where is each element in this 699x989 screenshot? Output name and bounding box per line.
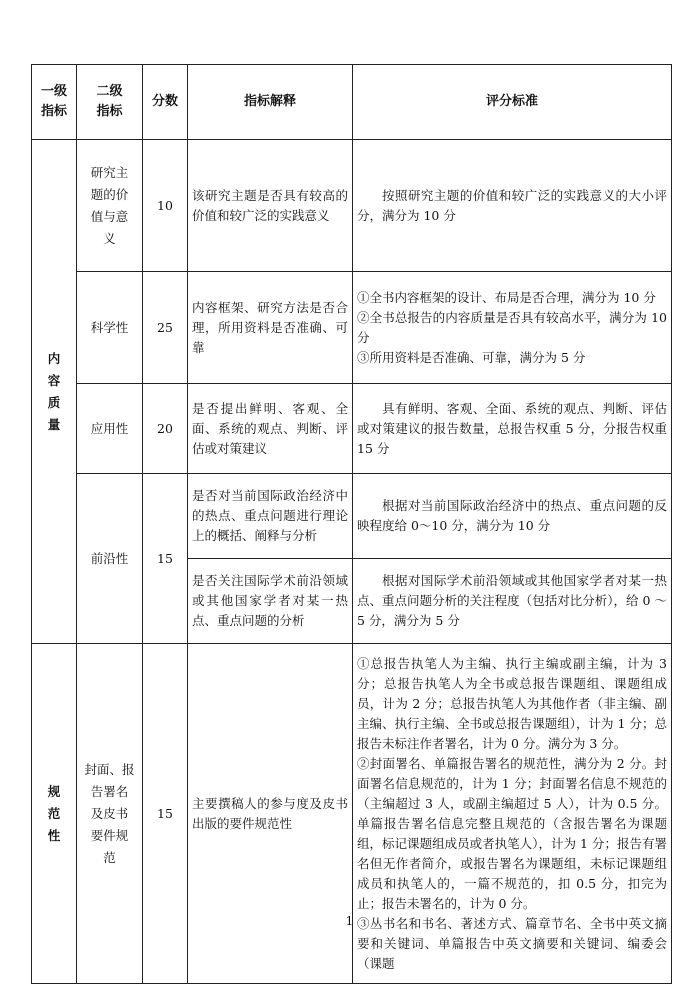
score-cell: 25 bbox=[143, 272, 188, 384]
criteria-item: 根据对当前国际政治经济中的热点、重点问题的反映程度给 0～10 分，满分为 10 分 bbox=[357, 498, 667, 533]
criteria-item: ①全书内容框架的设计、布局是否合理，满分为 10 分 bbox=[357, 289, 656, 305]
table-row bbox=[32, 384, 672, 474]
criteria-cell bbox=[353, 559, 672, 644]
criteria-item: ②封面署名、单篇报告署名的规范性，满分为 2 分。封面署名信息规范的，计为 1 分；封面署名信息不规范的（主编超过 3 人，或副主编超过 5 人），计为 0.5 分。单篇报告署名信息完整且规范的（含报告署名为课题组，标记课题组成员或者执笔人），计为 1 分；报告有署名但无作者简介，或报告署名为课题组，未标记课题组成员和执笔人的，一篇不规范的，扣 0.5 分，扣完为止；报告未署名的，计为 0 分。 bbox=[357, 755, 667, 911]
header-level2: 二级 指标 bbox=[77, 65, 143, 140]
explanation-cell: 是否关注国际学术前沿领域或其他国家学者对某一热点、重点问题的分析 bbox=[188, 559, 353, 644]
criteria-item: ②全书总报告的内容质量是否具有较高水平，满分为 10 分 bbox=[357, 309, 667, 345]
explanation-cell: 主要撰稿人的参与度及皮书出版的要件规范性 bbox=[188, 644, 353, 984]
criteria-cell bbox=[353, 644, 672, 984]
criteria-item: 按照研究主题的价值和较广泛的实践意义的大小评分，满分为 10 分 bbox=[357, 187, 667, 223]
score-cell: 15 bbox=[143, 644, 188, 984]
header-level1: 一级 指标 bbox=[32, 65, 77, 140]
criteria-cell bbox=[353, 474, 672, 559]
criteria-item: 具有鲜明、客观、全面、系统的观点、判断、评估或对策建议的报告数量，总报告权重 5 分，分报告权重 15 分 bbox=[357, 400, 667, 456]
explanation-cell: 是否提出鲜明、客观、全面、系统的观点、判断、评估或对策建议 bbox=[188, 384, 353, 474]
header-row bbox=[32, 65, 672, 140]
explanation-cell: 内容框架、研究方法是否合理，所用资料是否准确、可靠 bbox=[188, 272, 353, 384]
level2-indicator: 前沿性 bbox=[77, 474, 143, 644]
header-score: 分数 bbox=[143, 65, 188, 140]
explanation-cell: 该研究主题是否具有较高的价值和较广泛的实践意义 bbox=[188, 140, 353, 272]
page-number: 1 bbox=[345, 914, 354, 928]
table-body bbox=[32, 140, 672, 984]
criteria-cell bbox=[353, 140, 672, 272]
table-row bbox=[32, 272, 672, 384]
header-explanation: 指标解释 bbox=[188, 65, 353, 140]
level1-indicator: 内 容 质 量 bbox=[32, 140, 77, 644]
level1-indicator: 规 范 性 bbox=[32, 644, 77, 984]
criteria-cell bbox=[353, 272, 672, 384]
score-cell: 15 bbox=[143, 474, 188, 644]
criteria-item: ③丛书名和书名、著述方式、篇章节名、全书中英文摘要和关键词、单篇报告中英文摘要和关键词、编委会（课题 bbox=[357, 915, 667, 971]
level2-indicator: 应用性 bbox=[77, 384, 143, 474]
criteria-cell bbox=[353, 384, 672, 474]
evaluation-table bbox=[31, 64, 672, 984]
criteria-item: 根据对国际学术前沿领域或其他国家学者对某一热点、重点问题分析的关注程度（包括对比分析），给 0 ～ 5 分，满分为 5 分 bbox=[357, 573, 667, 628]
score-cell: 20 bbox=[143, 384, 188, 474]
level2-indicator: 研究主 题的价 值与意 义 bbox=[77, 140, 143, 272]
explanation-cell: 是否对当前国际政治经济中的热点、重点问题进行理论上的概括、阐释与分析 bbox=[188, 474, 353, 559]
table-row bbox=[32, 474, 672, 559]
criteria-item: ①总报告执笔人为主编、执行主编或副主编，计为 3 分；总报告执笔人为全书或总报告课题组、课题组成员，计为 2 分；总报告执笔人为其他作者（非主编、副主编、执行主编、全书或总报告课题组），计为 1 分；总报告未标注作者署名，计为 0 分。满分为 3 分。 bbox=[357, 655, 667, 751]
score-cell: 10 bbox=[143, 140, 188, 272]
criteria-item: ③所用资料是否准确、可靠，满分为 5 分 bbox=[357, 349, 586, 365]
level2-indicator: 科学性 bbox=[77, 272, 143, 384]
table-row bbox=[32, 140, 672, 272]
level2-indicator: 封面、报 告署名 及皮书 要件规 范 bbox=[77, 644, 143, 984]
header-criteria: 评分标准 bbox=[353, 65, 672, 140]
table-row bbox=[32, 644, 672, 984]
